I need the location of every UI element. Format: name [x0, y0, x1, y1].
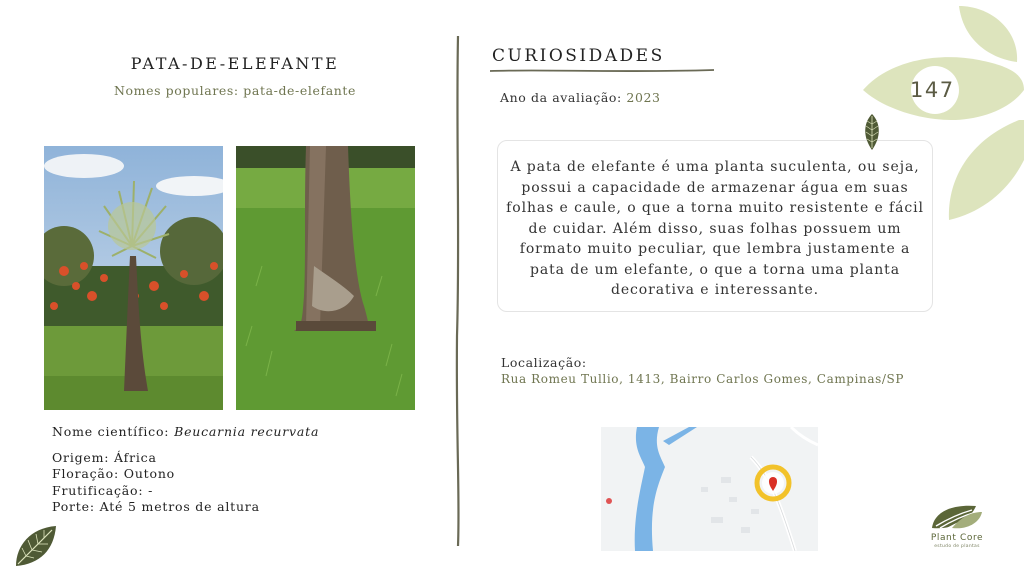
origin: Origem: África	[52, 450, 157, 465]
evaluation-year	[500, 90, 661, 105]
scientific-name	[52, 424, 319, 439]
flowering: Floração: Outono	[52, 466, 176, 481]
location-label: Localização:	[501, 355, 587, 370]
leaf-icon	[12, 522, 60, 570]
popular-names	[90, 83, 380, 98]
plant-number-badge: 147	[910, 78, 955, 102]
evaluation-year-label: Ano da avaliação:	[500, 90, 627, 105]
brand-tagline: estudo de plantas	[934, 544, 980, 549]
photo-whole-tree	[44, 146, 223, 410]
description-text: A pata de elefante é uma planta suculenta, ou seja, possui a capacidade de armazenar água em suas folhas e caule, o que a torna muito resistente e fácil de cuidar. Além disso, suas folhas possuem um formato muito peculiar, que lembra justamente a pata de um elefante, o que a torna uma planta decorativa e interessante.	[506, 159, 924, 298]
popular-names-label: Nomes populares:	[113, 83, 244, 98]
photo-trunk	[236, 146, 415, 410]
location-address: Rua Romeu Tullio, 1413, Bairro Carlos Gomes, Campinas/SP	[501, 372, 905, 386]
section-title: CURIOSIDADES	[492, 46, 665, 66]
scientific-name-label: Nome científico:	[52, 424, 175, 439]
leaf-decoration	[859, 0, 1024, 230]
small-leaf-icon	[862, 112, 882, 152]
scientific-name-value: Beucarnia recurvata	[174, 424, 320, 439]
column-divider	[454, 36, 462, 546]
plant-title: PATA-DE-ELEFANTE	[130, 54, 340, 73]
brand-name: Plant Core	[930, 533, 984, 543]
plant-size: Porte: Até 5 metros de altura	[52, 499, 260, 514]
popular-names-value: pata-de-elefante	[243, 83, 357, 98]
section-underline	[490, 68, 714, 74]
location-map[interactable]	[601, 427, 818, 551]
evaluation-year-value: 2023	[626, 90, 661, 105]
fruiting: Frutificação: -	[52, 483, 154, 498]
